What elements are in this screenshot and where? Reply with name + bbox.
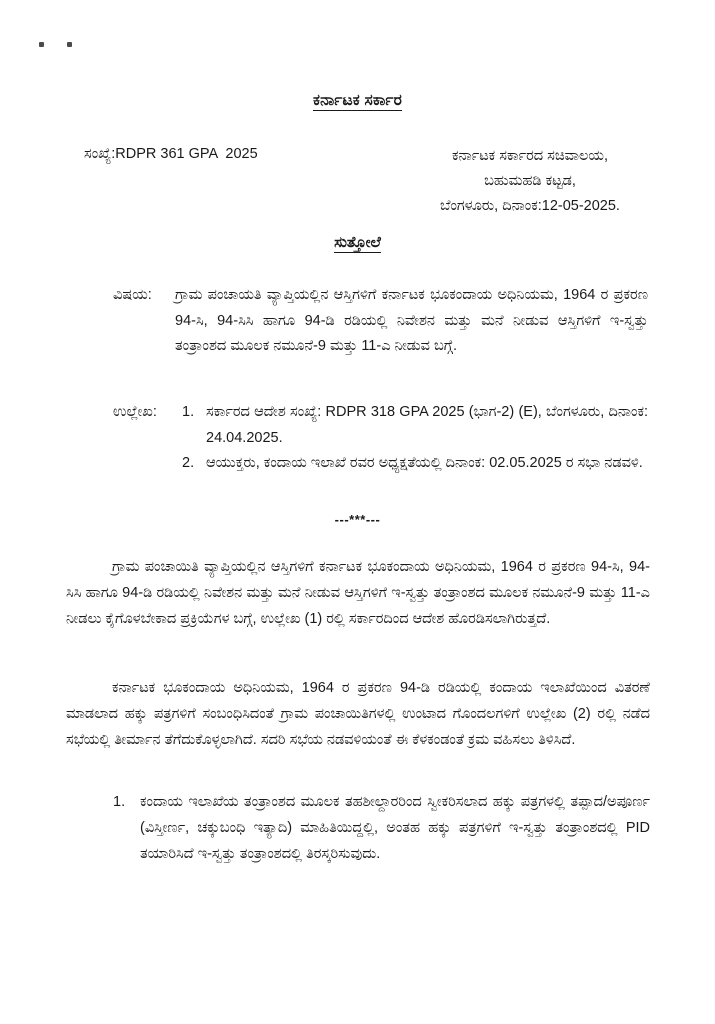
scan-artifact-speck <box>39 42 44 47</box>
reference-body <box>182 400 648 477</box>
numbered-points-list <box>113 789 650 867</box>
reference-label: ಉಲ್ಲೇಖ: <box>113 404 157 420</box>
reference-item-text: ಆಯುಕ್ತರು, ಕಂದಾಯ ಇಲಾಖೆ ರವರ ಅಧ್ಯಕ್ಷತೆಯಲ್ಲಿ ದಿನಾಂಕ: 02.05.2025 ರ ಸಭಾ ನಡವಳಿ. <box>206 455 643 471</box>
list-item <box>182 400 648 451</box>
address-line-1: ಕರ್ನಾಟಕ ಸರ್ಕಾರದ ಸಚಿವಾಲಯ, <box>452 148 608 164</box>
numbered-point-text: ಕಂದಾಯ ಇಲಾಖೆಯ ತಂತ್ರಾಂಶದ ಮೂಲಕ ತಹಶೀಲ್ದಾರರಿಂದ ಸ್ವೀಕರಿಸಲಾದ ಹಕ್ಕು ಪತ್ರಗಳಲ್ಲಿ ತಪ್ಪಾದ/ಅಪೂರ್ಣ (ವಿಸ್ತೀರ್ಣ, ಚಕ್ಕುಬಂಧಿ ಇತ್ಯಾದಿ) ಮಾಹಿತಿಯಿದ್ದಲ್ಲಿ, ಅಂತಹ ಹಕ್ಕು ಪತ್ರಗಳಿಗೆ ಇ-ಸ್ವತ್ತು ತಂತ್ರಾಂಶದಲ್ಲಿ PID ತಯಾರಿಸಿದೆ ಇ-ಸ್ವತ್ತು ತಂತ್ರಾಂಶದಲ್ಲಿ ತಿರಸ್ಕರಿಸುವುದು. <box>140 794 650 862</box>
government-title-text: ಕರ್ನಾಟಕ ಸರ್ಕಾರ <box>312 92 402 109</box>
circular-heading <box>0 234 715 251</box>
reference-item-marker: 2. <box>182 455 195 471</box>
address-line-3: ಬೆಂಗಳೂರು, ದಿನಾಂಕ:12-05-2025. <box>440 198 620 214</box>
subject-block <box>113 283 648 360</box>
body-paragraph-2: ಕರ್ನಾಟಕ ಭೂಕಂದಾಯ ಅಧಿನಿಯಮ, 1964 ರ ಪ್ರಕರಣ 94-ಡಿ ರಡಿಯಲ್ಲಿ ಕಂದಾಯ ಇಲಾಖೆಯಿಂದ ವಿತರಣೆ ಮಾಡಲಾದ ಹಕ್ಕು ಪತ್ರಗಳಿಗೆ ಸಂಬಂಧಿಸಿದಂತೆ ಗ್ರಾಮ ಪಂಚಾಯಿತಿಗಳಲ್ಲಿ ಉಂಟಾದ ಗೊಂದಲಗಳಿಗೆ ಉಲ್ಲೇಖ (2) ರಲ್ಲಿ ನಡೆದ ಸಭೆಯಲ್ಲಿ ತೀರ್ಮಾನ ತೆಗೆದುಕೊಳ್ಳಲಾಗಿದೆ. ಸದರಿ ಸಭೆಯ ನಡವಳಿಯಂತೆ ಈ ಕೆಳಕಂಡಂತೆ ಕ್ರಮ ವಹಿಸಲು ತಿಳಿಸಿದೆ. <box>66 680 650 748</box>
reference-item-marker: 1. <box>182 404 195 420</box>
scan-artifact-speck <box>67 42 72 47</box>
section-separator: ---***--- <box>334 512 381 527</box>
numbered-point-marker: 1. <box>113 794 126 810</box>
reference-number: ಸಂಖ್ಯೆ:RDPR 361 GPA 2025 <box>84 146 258 162</box>
issuing-address <box>380 144 680 219</box>
list-item <box>182 451 648 477</box>
reference-item-text: ಸರ್ಕಾರದ ಆದೇಶ ಸಂಖ್ಯೆ: RDPR 318 GPA 2025 (ಭಾಗ-2) (E), ಬೆಂಗಳೂರು, ದಿನಾಂಕ: 24.04.2025. <box>206 404 648 446</box>
reference-list <box>182 400 648 477</box>
government-title <box>0 92 715 110</box>
reference-block <box>113 400 648 477</box>
address-line-2: ಬಹುಮಹಡಿ ಕಟ್ಟಡ, <box>484 173 576 189</box>
subject-label: ವಿಷಯ: <box>113 287 152 303</box>
body-paragraph-1: ಗ್ರಾಮ ಪಂಚಾಯಿತಿ ವ್ಯಾಪ್ತಿಯಲ್ಲಿನ ಆಸ್ತಿಗಳಿಗೆ ಕರ್ನಾಟಕ ಭೂಕಂದಾಯ ಅಧಿನಿಯಮ, 1964 ರ ಪ್ರಕರಣ 94-ಸಿ, 94-ಸಿಸಿ ಹಾಗೂ 94-ಡಿ ರಡಿಯಲ್ಲಿ ನಿವೇಶನ ಮತ್ತು ಮನೆ ನೀಡುವ ಆಸ್ತಿಗಳಿಗೆ ಇ-ಸ್ವತ್ತು ತಂತ್ರಾಂಶದ ಮೂಲಕ ನಮೂನೆ-9 ಮತ್ತು 11-ಎ ನೀಡಲು ಕೈಗೊಳಬೇಕಾದ ಪ್ರಕ್ರಿಯೆಗಳ ಬಗ್ಗೆ, ಉಲ್ಲೇಖ (1) ರಲ್ಲಿ ಸರ್ಕಾರದಿಂದ ಆದೇಶ ಹೊರಡಿಸಲಾಗಿರುತ್ತದೆ. <box>66 559 650 627</box>
subject-body <box>175 283 648 360</box>
subject-text: ಗ್ರಾಮ ಪಂಚಾಯತಿ ವ್ಯಾಪ್ತಿಯಲ್ಲಿನ ಆಸ್ತಿಗಳಿಗೆ ಕರ್ನಾಟಕ ಭೂಕಂದಾಯ ಅಧಿನಿಯಮ, 1964 ರ ಪ್ರಕರಣ 94-ಸಿ, 94-ಸಿಸಿ ಹಾಗೂ 94-ಡಿ ರಡಿಯಲ್ಲಿ ನಿವೇಶನ ಮತ್ತು ಮನೆ ನೀಡುವ ಆಸ್ತಿಗಳಿಗೆ ಇ-ಸ್ವತ್ತು ತಂತ್ರಾಂಶದ ಮೂಲಕ ನಮೂನೆ-9 ಮತ್ತು 11-ಎ ನೀಡುವ ಬಗ್ಗೆ. <box>175 287 648 354</box>
list-item <box>113 789 650 867</box>
circular-heading-text: ಸುತ್ತೋಲೆ <box>334 234 381 251</box>
